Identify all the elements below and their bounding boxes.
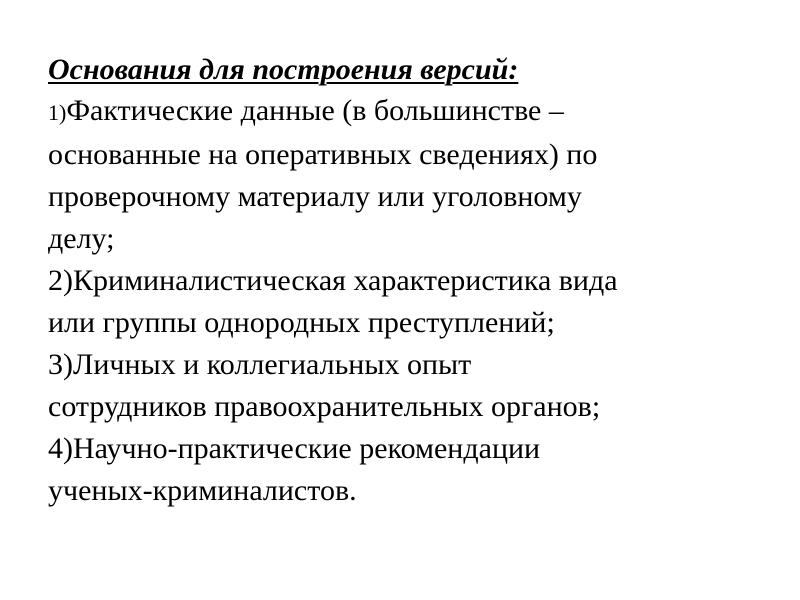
list-item-text: Криминалистическая характеристика вида: [73, 264, 618, 297]
list-item-line: [48, 260, 800, 302]
slide-title: Основания для построения версий:: [48, 53, 519, 86]
list-item-text: Фактические данные (в большинстве –: [66, 94, 564, 127]
list-item-line: делу;: [48, 222, 115, 255]
list-item-number: 3): [48, 348, 73, 381]
list-item-4: [48, 428, 800, 512]
list-item-text: Научно-практические рекомендации: [73, 432, 541, 465]
list-item-line: [48, 344, 800, 386]
list-item-line: сотрудников правоохранительных органов;: [48, 390, 601, 423]
list-item-number: 2): [48, 264, 73, 297]
list-item-3: [48, 344, 800, 428]
list-item-line: основанные на оперативных сведениях) по: [48, 138, 598, 171]
list-item-line: ученых-криминалистов.: [48, 474, 357, 507]
list-item-line: [48, 90, 800, 134]
list-item-line: проверочному материалу или уголовному: [48, 180, 582, 213]
list-item-line: или группы однородных преступлений;: [48, 306, 555, 339]
list-item-number: 4): [48, 432, 73, 465]
list-item-line: [48, 428, 800, 470]
list-item-2: [48, 260, 800, 344]
list-item-text: Личных и коллегиальных опыт: [73, 348, 472, 381]
list-item-number: 1): [48, 100, 67, 125]
list-item-1: [48, 90, 800, 260]
